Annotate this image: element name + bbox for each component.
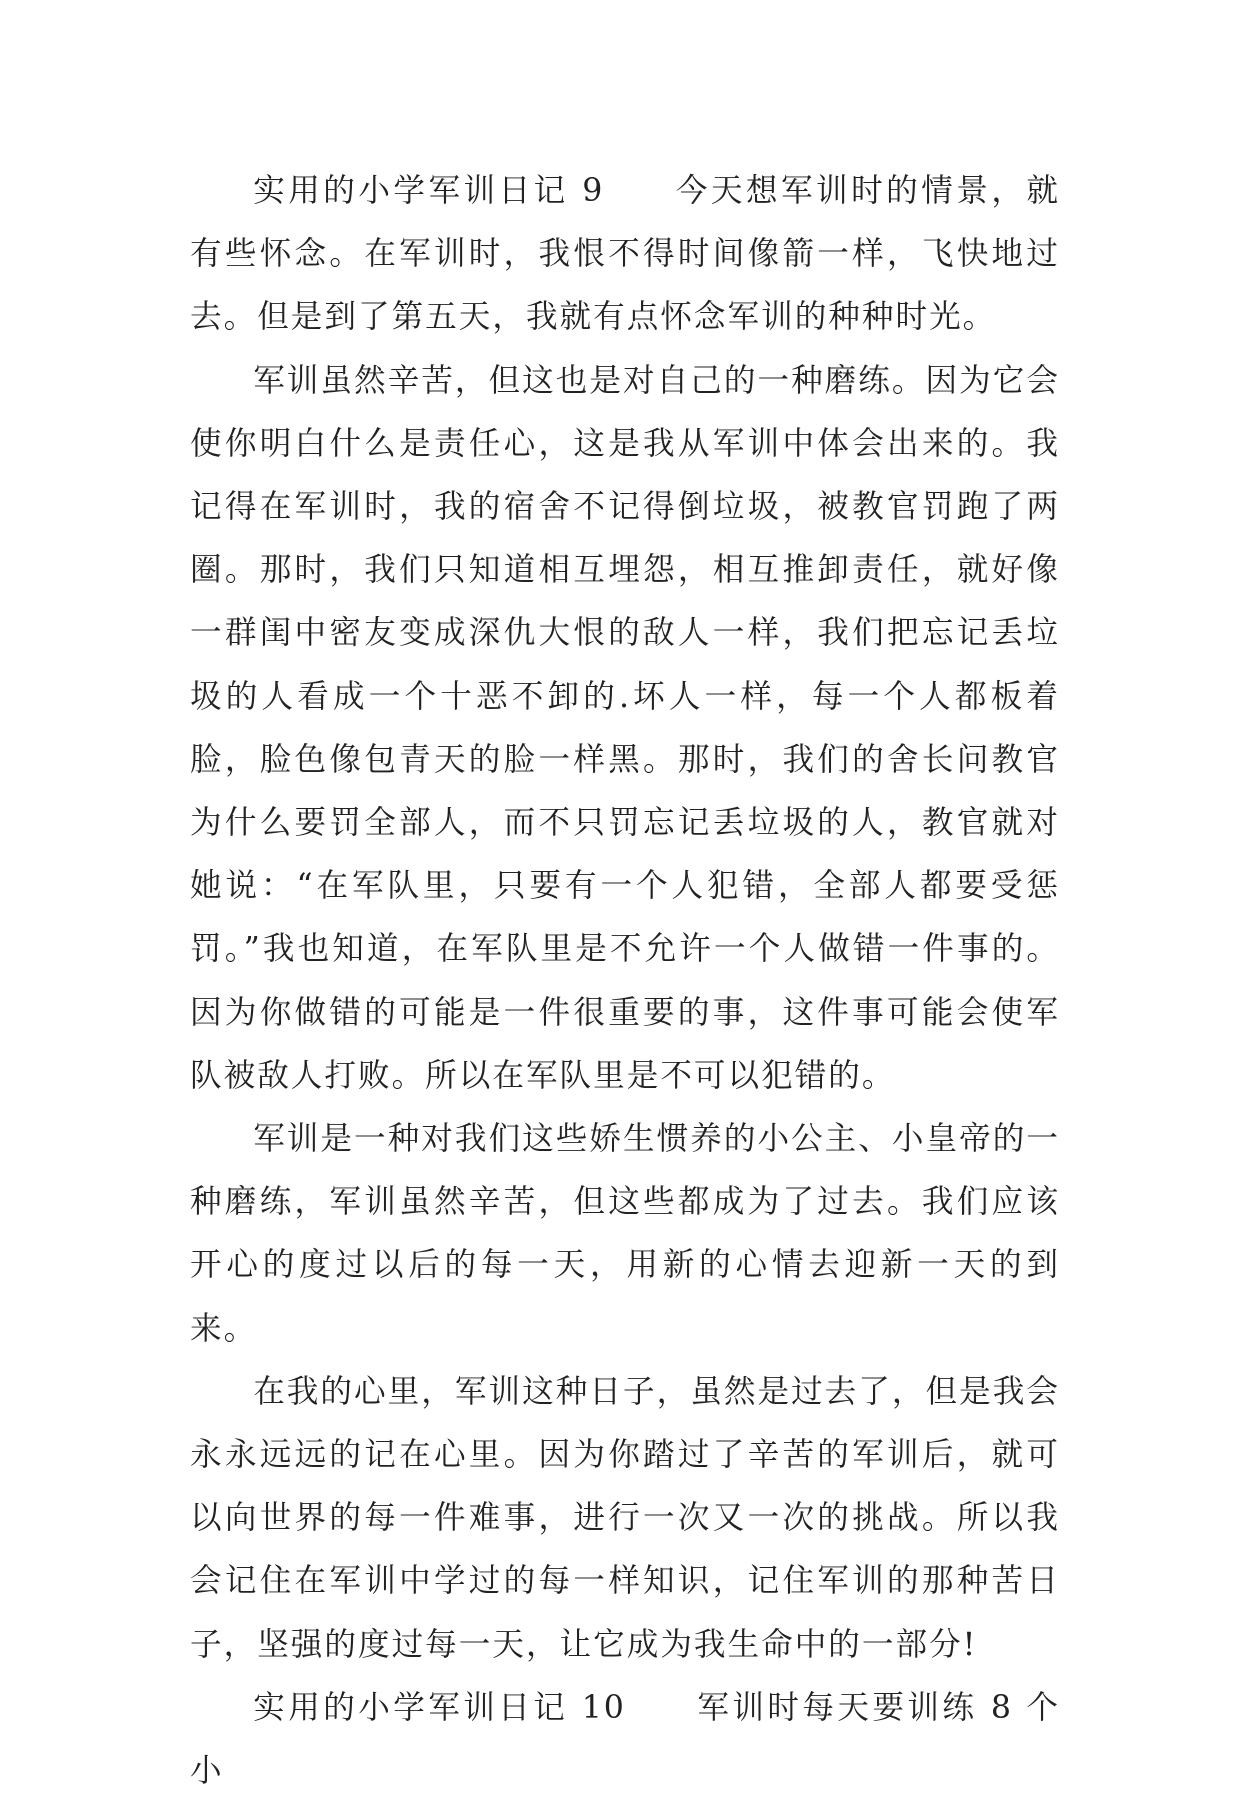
paragraph-diary-10-intro <box>190 1677 1060 1803</box>
paragraph-memory <box>190 1361 1060 1677</box>
paragraph-diary-9-intro <box>190 160 1060 350</box>
diary-title: 实用的小学军训日记 9 <box>253 173 605 209</box>
paragraph-text: 军训虽然辛苦，但这也是对自己的一种磨练。因为它会使你明白什么是责任心，这是我从军训中体会出来的。我记得在军训时，我的宿舍不记得倒垃圾，被教官罚跑了两圈。那时，我们只知道相互埋怨，相互推卸责任，就好像一群闺中密友变成深仇大恨的敌人一样，我们把忘记丢垃圾的人看成一个十恶不卸的.坏人一样，每一个人都板着脸，脸色像包青天的脸一样黑。那时，我们的舍长问教官为什么要罚全部人，而不只罚忘记丢垃圾的人，教官就对她说：“在军队里，只要有一个人犯错，全部人都要受惩罚。”我也知道，在军队里是不允许一个人做错一件事的。因为你做错的可能是一件很重要的事，这件事可能会使军队被敌人打败。所以在军队里是不可以犯错的。 <box>190 362 1060 1094</box>
document-body <box>190 160 1060 1803</box>
paragraph-text: 军训是一种对我们这些娇生惯养的小公主、小皇帝的一种磨练，军训虽然辛苦，但这些都成为了过去。我们应该开心的度过以后的每一天，用新的心情去迎新一天的到来。 <box>190 1121 1060 1347</box>
paragraph-responsibility <box>190 350 1060 1108</box>
paragraph-text: 军训时每天要训练 8 个小 <box>190 1689 1061 1790</box>
paragraph-training-reflection <box>190 1108 1060 1361</box>
paragraph-text: 今天想军训时的情景，就有些怀念。在军训时，我恨不得时间像箭一样，飞快地过去。但是到了第五天，我就有点怀念军训的种种时光。 <box>190 173 1060 336</box>
paragraph-text: 在我的心里，军训这种日子，虽然是过去了，但是我会永永远远的记在心里。因为你踏过了辛苦的军训后，就可以向世界的每一件难事，进行一次又一次的挑战。所以我会记住在军训中学过的每一样知识，记住军训的那种苦日子，坚强的度过每一天，让它成为我生命中的一部分! <box>190 1373 1060 1663</box>
diary-title: 实用的小学军训日记 10 <box>253 1689 626 1726</box>
